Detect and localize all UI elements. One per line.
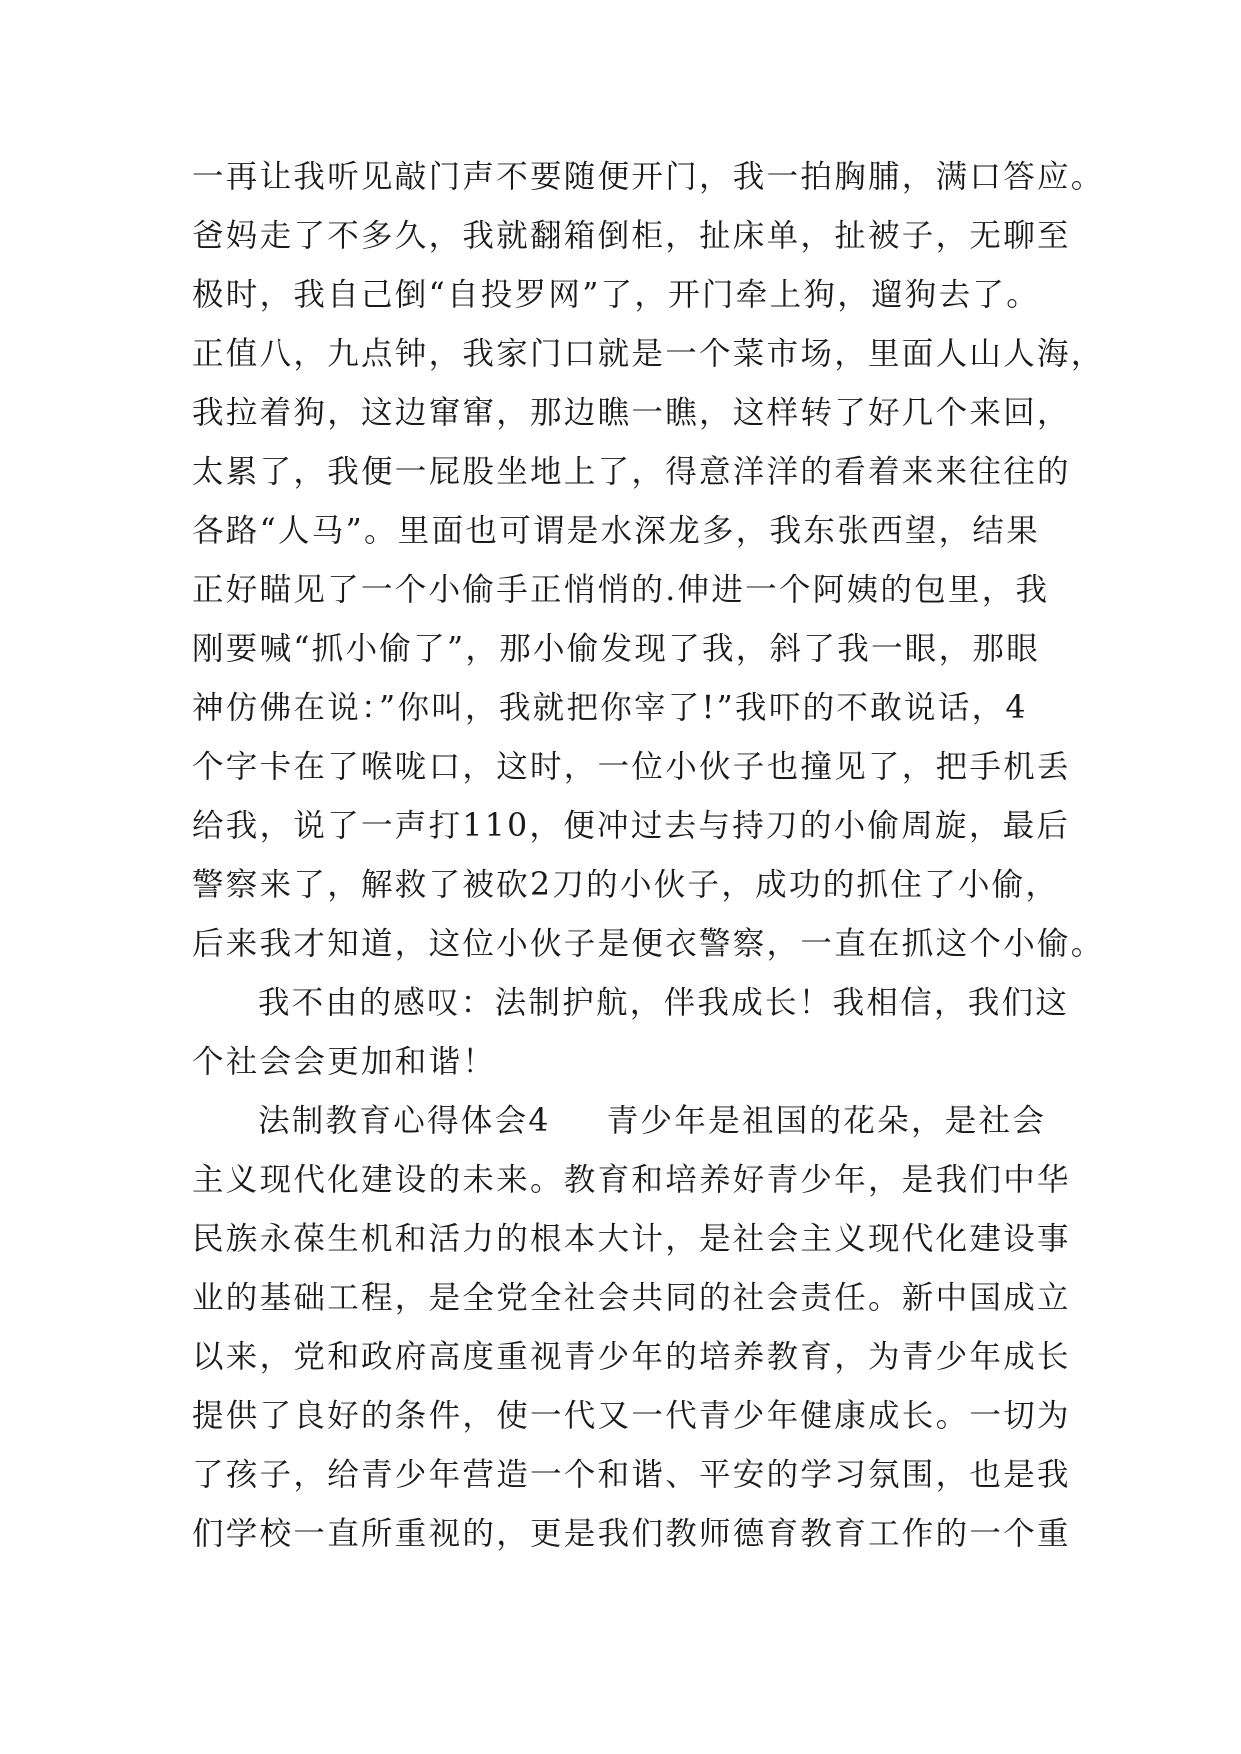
text-line: 后来我才知道，这位小伙子是便衣警察，一直在抓这个小偷。 xyxy=(192,926,1105,962)
text-line: 给我，说了一声打110，便冲过去与持刀的小偷周旋，最后 xyxy=(192,808,1071,844)
text-line: 个字卡在了喉咙口，这时，一位小伙子也撞见了，把手机丢 xyxy=(192,749,1071,785)
text-line: 我拉着狗，这边窜窜，那边瞧一瞧，这样转了好几个来回， xyxy=(192,395,1071,431)
text-line: 个社会会更加和谐！ xyxy=(192,1044,497,1080)
text-line: 正好瞄见了一个小偷手正悄悄的.伸进一个阿姨的包里，我 xyxy=(192,572,1050,608)
text-line: 刚要喊“抓小偷了”，那小偷发现了我，斜了我一眼，那眼 xyxy=(192,631,1041,667)
text-line: 民族永葆生机和活力的根本大计，是社会主义现代化建设事 xyxy=(192,1221,1071,1257)
section-heading-line xyxy=(192,1092,1052,1151)
text-line: 们学校一直所重视的，更是我们教师德育教育工作的一个重 xyxy=(192,1516,1071,1552)
text-line: 我不由的感叹：法制护航，伴我成长！我相信，我们这 xyxy=(258,985,1070,1021)
text-line: 正值八，九点钟，我家门口就是一个菜市场，里面人山人海， xyxy=(192,336,1105,372)
text-line: 爸妈走了不多久，我就翻箱倒柜，扯床单，扯被子，无聊至 xyxy=(192,218,1071,254)
text-line: 一再让我听见敲门声不要随便开门，我一拍胸脯，满口答应。 xyxy=(192,159,1105,195)
text-line: 神仿佛在说：”你叫，我就把你宰了!”我吓的不敢说话，4 xyxy=(192,690,1028,726)
text-line: 极时，我自己倒“自投罗网”了，开门牵上狗，遛狗去了。 xyxy=(192,277,1041,313)
text-line: 以来，党和政府高度重视青少年的培养教育，为青少年成长 xyxy=(192,1339,1071,1375)
text-line: 提供了良好的条件，使一代又一代青少年健康成长。一切为 xyxy=(192,1398,1071,1434)
paragraph-start: 青少年是祖国的花朵，是社会 xyxy=(606,1103,1047,1139)
text-line: 业的基础工程，是全党全社会共同的社会责任。新中国成立 xyxy=(192,1280,1071,1316)
text-line: 警察来了，解救了被砍2刀的小伙子，成功的抓住了小偷， xyxy=(192,867,1060,903)
text-line: 太累了，我便一屁股坐地上了，得意洋洋的看着来来往往的 xyxy=(192,454,1071,490)
text-line: 各路“人马”。里面也可谓是水深龙多，我东张西望，结果 xyxy=(192,513,1041,549)
text-line: 了孩子，给青少年营造一个和谐、平安的学习氛围，也是我 xyxy=(192,1457,1071,1493)
text-line: 主义现代化建设的未来。教育和培养好青少年，是我们中华 xyxy=(192,1162,1071,1198)
document-body xyxy=(192,148,1105,1564)
section-heading: 法制教育心得体会4 xyxy=(258,1103,551,1139)
